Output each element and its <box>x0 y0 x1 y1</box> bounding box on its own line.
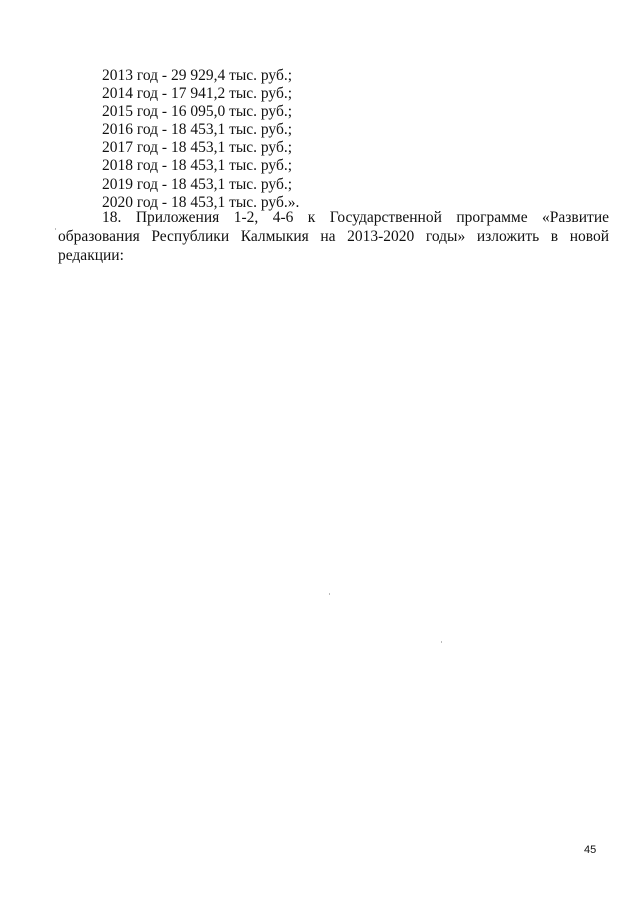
scan-speck <box>329 593 330 595</box>
amendment-paragraph <box>58 208 609 265</box>
paragraph-line-3: редакции: <box>58 247 124 264</box>
budget-line-2015: 2015 год - 16 095,0 тыс. руб.; <box>102 103 293 121</box>
budget-line-2016: 2016 год - 18 453,1 тыс. руб.; <box>102 121 293 139</box>
budget-line-2017: 2017 год - 18 453,1 тыс. руб.; <box>102 139 293 157</box>
budget-line-2014: 2014 год - 17 941,2 тыс. руб.; <box>102 85 293 103</box>
budget-line-2020: 2020 год - 18 453,1 тыс. руб.». <box>102 193 300 211</box>
budget-by-year-list <box>102 67 299 212</box>
page-number: 45 <box>584 844 597 856</box>
scan-speck <box>55 228 56 230</box>
paragraph-line-2: образования Республики Калмыкия на 2013-2020 годы» изложить в новой <box>58 228 609 245</box>
scan-speck <box>441 641 442 643</box>
paragraph-line-1: 18. Приложения 1-2, 4-6 к Государственной программе «Развитие <box>102 209 609 226</box>
budget-line-2018: 2018 год - 18 453,1 тыс. руб.; <box>102 157 293 175</box>
budget-line-2013: 2013 год - 29 929,4 тыс. руб.; <box>102 67 293 84</box>
budget-line-2019: 2019 год - 18 453,1 тыс. руб.; <box>102 175 293 193</box>
